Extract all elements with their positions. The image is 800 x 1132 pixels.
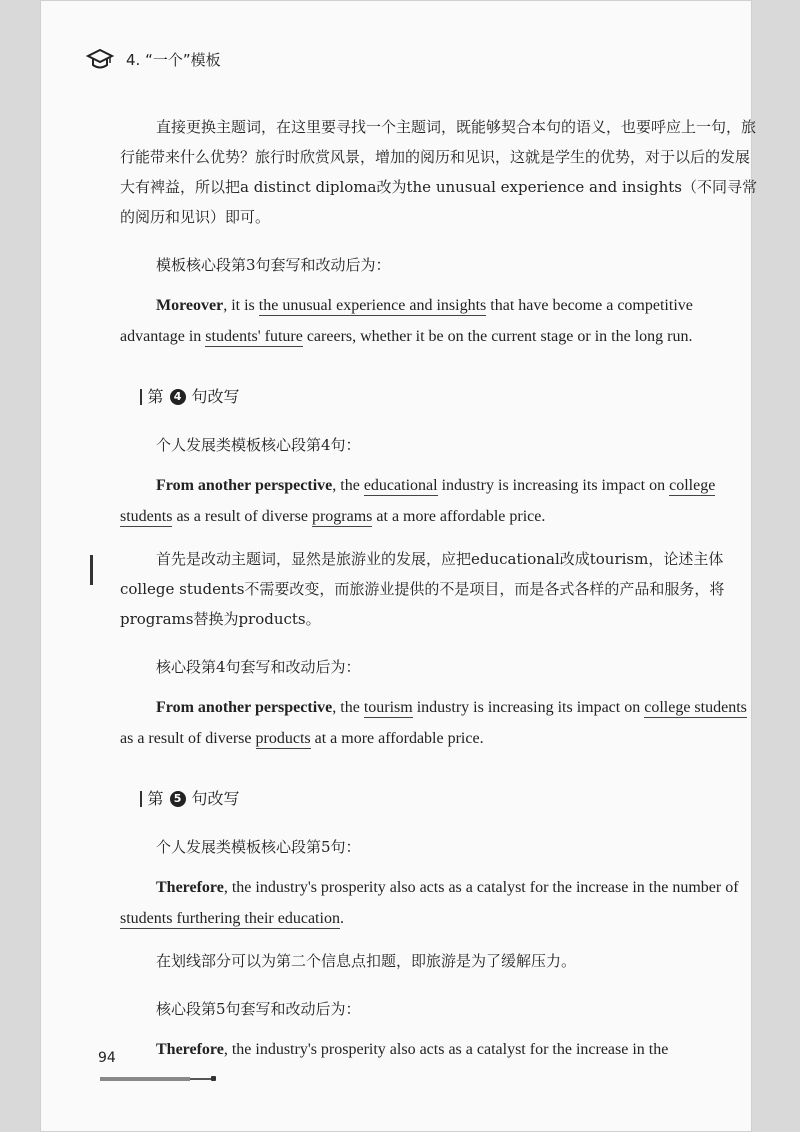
bold-phrase: Therefore — [156, 1041, 224, 1058]
bold-phrase: Therefore — [156, 879, 224, 896]
page-content — [120, 100, 760, 1065]
lead-line: 模板核心段第3句套写和改动后为： — [156, 256, 391, 274]
section-number-badge: 5 — [170, 791, 186, 807]
page-number: 94 — [98, 1050, 116, 1066]
english-sentence — [120, 872, 760, 934]
lead-line: 个人发展类模板核心段第5句： — [156, 838, 361, 856]
section-bar — [140, 389, 142, 405]
text-run: , the — [332, 477, 364, 494]
text-run: , the industry's prosperity also acts as a catalyst for the increase in the number of — [223, 879, 739, 896]
text-run: , it is — [223, 297, 259, 314]
chapter-header — [86, 44, 221, 74]
underlined-phrase: tourism — [363, 699, 413, 716]
underlined-phrase: students' future — [205, 328, 303, 345]
section-bar — [140, 791, 142, 807]
section-suffix: 句改写 — [191, 387, 240, 406]
footer-rule-end — [211, 1076, 216, 1081]
text-run: . — [339, 910, 344, 927]
section-prefix: 第 — [147, 789, 164, 808]
bold-phrase: From another perspective — [156, 699, 333, 716]
english-sentence — [120, 290, 760, 352]
margin-mark — [90, 555, 93, 585]
explanation-paragraph: 直接更换主题词，在这里要寻找一个主题词，既能够契合本句的语义，也要呼应上一句，旅行能带来什么优势？旅行时欣赏风景，增加的阅历和见识，这就是学生的优势，对于以后的发展大有裨益，所以把a distinct diploma改为the unusual experience and insights（不同寻常的阅历和见识）即可。 — [120, 118, 757, 226]
text-run: that have become a competitive advantage in — [120, 297, 693, 345]
footer-rule-thin — [190, 1078, 212, 1080]
section-prefix: 第 — [147, 387, 164, 406]
underlined-phrase: educational — [363, 477, 438, 494]
underlined-phrase: the unusual experience and insights — [258, 297, 487, 314]
chapter-title: 4. “一个”模板 — [126, 50, 221, 69]
underlined-phrase: products — [255, 730, 311, 747]
lead-line: 核心段第5句套写和改动后为： — [156, 1000, 361, 1018]
section-heading — [120, 784, 760, 814]
text-run: careers, whether it be on the current stage or in the long run. — [302, 328, 693, 345]
text-run: , the — [332, 699, 364, 716]
english-sentence — [120, 470, 760, 532]
text-run: at a more affordable price. — [372, 508, 546, 525]
text-run: at a more affordable price. — [310, 730, 484, 747]
english-sentence — [120, 1034, 760, 1065]
lead-line: 个人发展类模板核心段第4句： — [156, 436, 361, 454]
underlined-phrase: college students — [644, 699, 747, 716]
book-page — [40, 0, 757, 1132]
english-sentence — [120, 692, 760, 754]
section-suffix: 句改写 — [191, 789, 240, 808]
text-run: industry is increasing its impact on — [437, 477, 670, 494]
underlined-phrase: programs — [311, 508, 373, 525]
text-run: industry is increasing its impact on — [412, 699, 645, 716]
explanation-paragraph: 首先是改动主题词，显然是旅游业的发展，应把educational改成tourism，论述主体college students不需要改变，而旅游业提供的不是项目，而是各式各样的产品和服务，将programs替换为products。 — [120, 550, 725, 628]
graduation-cap-icon — [86, 47, 114, 71]
section-number-badge: 4 — [170, 389, 186, 405]
text-run: as a result of diverse — [120, 730, 256, 747]
bold-phrase: Moreover — [156, 297, 224, 314]
section-heading — [120, 382, 760, 412]
underlined-phrase: students furthering their education — [120, 910, 340, 927]
bold-phrase: From another perspective — [156, 477, 333, 494]
text-run: as a result of diverse — [172, 508, 312, 525]
explanation-paragraph: 在划线部分可以为第二个信息点扣题，即旅游是为了缓解压力。 — [156, 952, 577, 970]
underlined-phrase: college students — [120, 477, 716, 525]
text-run: , the industry's prosperity also acts as a catalyst for the increase in the — [223, 1041, 669, 1058]
footer-rule — [100, 1077, 190, 1081]
lead-line: 核心段第4句套写和改动后为： — [156, 658, 361, 676]
